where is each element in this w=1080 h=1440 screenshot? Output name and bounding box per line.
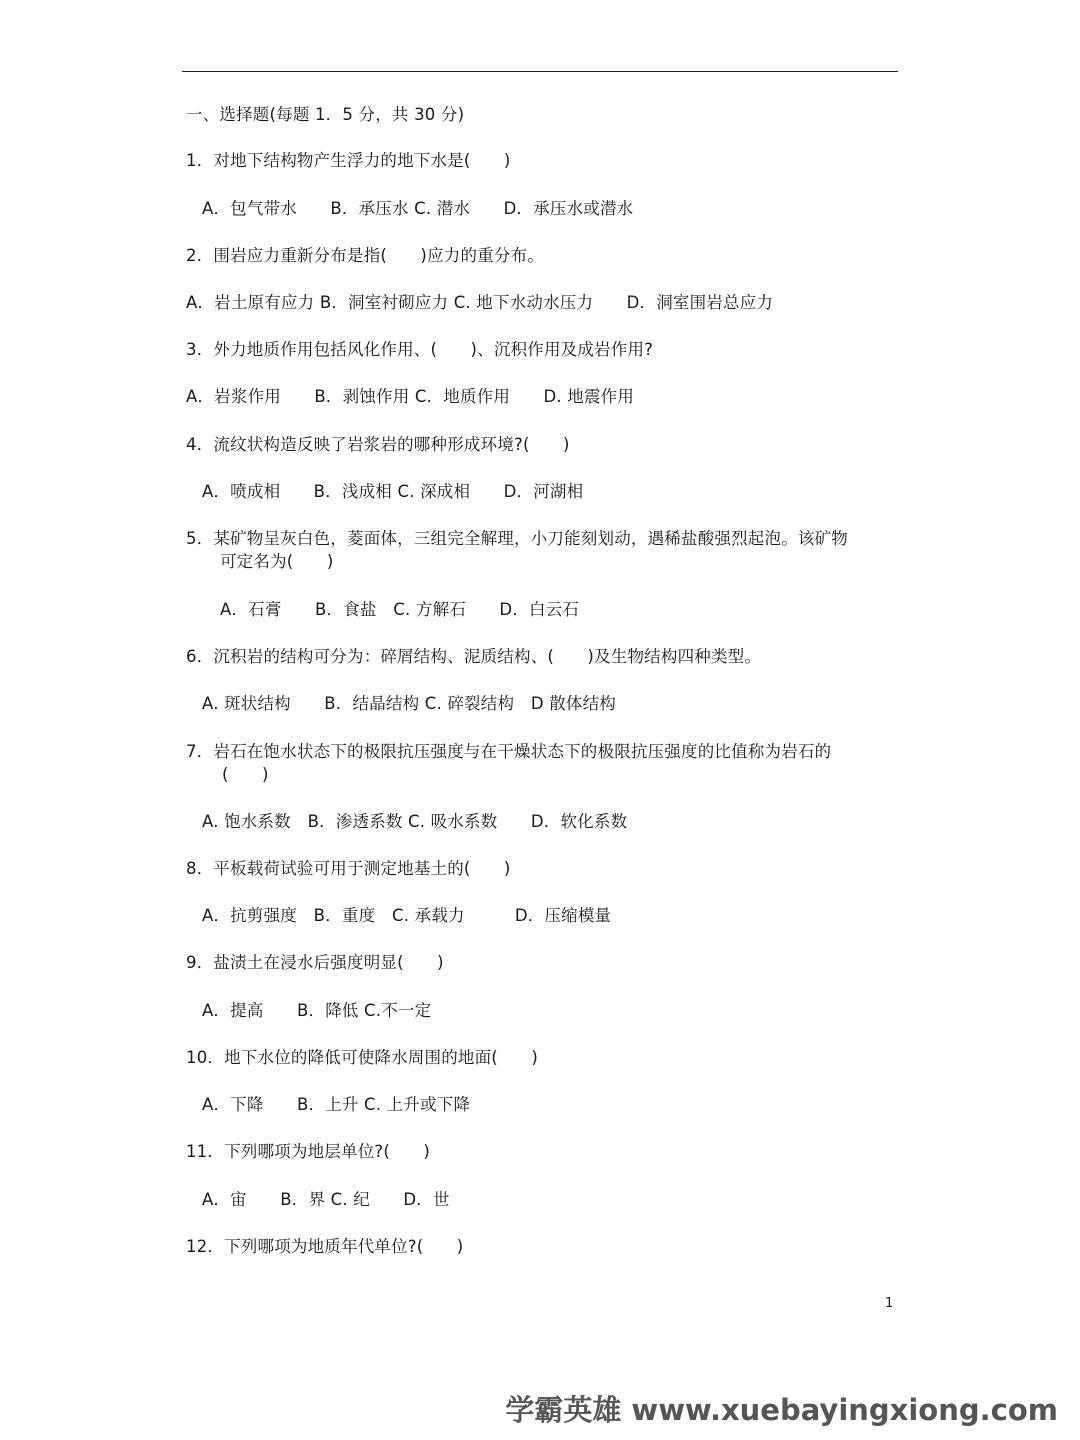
question-1-stem: 1．对地下结构物产生浮力的地下水是( ) bbox=[186, 151, 511, 170]
question-1-options: A．包气带水 B．承压水 C. 潜水 D．承压水或潜水 bbox=[202, 199, 634, 218]
question-8-stem: 8．平板载荷试验可用于测定地基土的( ) bbox=[186, 859, 511, 878]
question-12-stem: 12．下列哪项为地质年代单位?( ) bbox=[186, 1237, 464, 1256]
question-6-stem: 6．沉积岩的结构可分为：碎屑结构、泥质结构、( )及生物结构四种类型。 bbox=[186, 647, 762, 666]
question-8-options: A．抗剪强度 B．重度 C. 承载力 D．压缩模量 bbox=[202, 906, 612, 925]
question-10-stem: 10．地下水位的降低可使降水周围的地面( ) bbox=[186, 1048, 538, 1067]
question-4-options: A．喷成相 B．浅成相 C. 深成相 D．河湖相 bbox=[202, 482, 584, 501]
question-2-stem: 2．围岩应力重新分布是指( )应力的重分布。 bbox=[186, 246, 544, 265]
question-10-options: A．下降 B．上升 C. 上升或下降 bbox=[202, 1095, 471, 1114]
question-5-stem-continued: 可定名为( ) bbox=[220, 552, 334, 571]
question-7-stem-continued: ( ) bbox=[222, 765, 269, 784]
page-number: 1 bbox=[885, 1296, 894, 1311]
section-title: 一、选择题(每题 1．5 分，共 30 分) bbox=[186, 105, 465, 124]
question-2-options: A．岩土原有应力 B．洞室衬砌应力 C. 地下水动水压力 D．洞室围岩总应力 bbox=[186, 293, 774, 312]
question-7-stem: 7．岩石在饱水状态下的极限抗压强度与在干燥状态下的极限抗压强度的比值称为岩石的 bbox=[186, 742, 832, 761]
question-11-stem: 11．下列哪项为地层单位?( ) bbox=[186, 1142, 431, 1161]
question-6-options: A. 斑状结构 B．结晶结构 C. 碎裂结构 D 散体结构 bbox=[202, 694, 617, 713]
question-11-options: A．宙 B．界 C. 纪 D．世 bbox=[202, 1190, 450, 1209]
question-3-stem: 3．外力地质作用包括风化作用、( )、沉积作用及成岩作用? bbox=[186, 340, 654, 359]
question-9-stem: 9．盐渍土在浸水后强度明显( ) bbox=[186, 953, 444, 972]
watermark: 学霸英雄 www.xuebayingxiong.com bbox=[505, 1393, 1058, 1427]
question-5-stem: 5．某矿物呈灰白色，菱面体，三组完全解理，小刀能刻划动，遇稀盐酸强烈起泡。该矿物 bbox=[186, 529, 848, 548]
question-4-stem: 4．流纹状构造反映了岩浆岩的哪种形成环境?( ) bbox=[186, 435, 570, 454]
question-7-options: A. 饱水系数 B．渗透系数 C. 吸水系数 D．软化系数 bbox=[202, 812, 628, 831]
question-5-options: A．石膏 B．食盐 C. 方解石 D．白云石 bbox=[220, 600, 580, 619]
question-9-options: A．提高 B．降低 C.不一定 bbox=[202, 1001, 432, 1020]
header-rule bbox=[182, 71, 898, 72]
question-3-options: A．岩浆作用 B．剥蚀作用 C．地质作用 D. 地震作用 bbox=[186, 387, 635, 406]
